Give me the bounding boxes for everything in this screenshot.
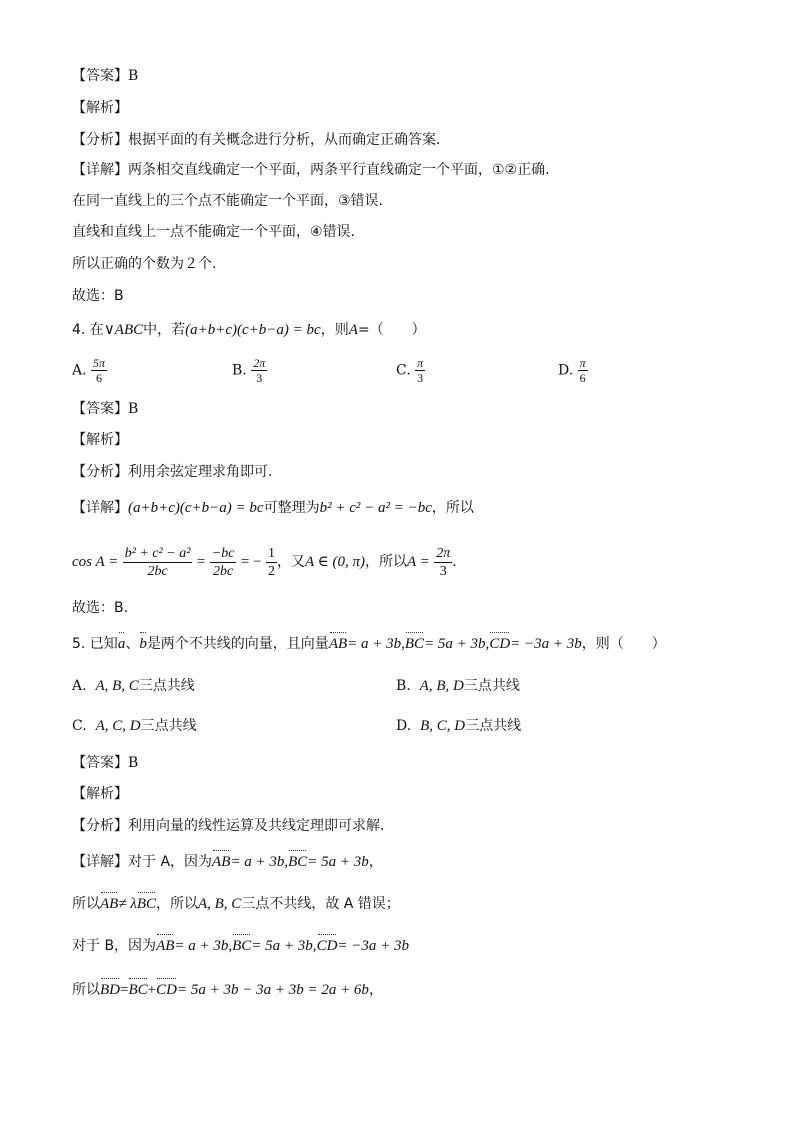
xiangjie-text: 两条相交直线确定一个平面，两条平行直线确定一个平面，①②正确.	[128, 162, 550, 178]
q5-mid: 是两个不共线的向量，且向量	[146, 636, 329, 652]
option-fraction	[578, 356, 588, 385]
vector-BD: BD	[100, 982, 120, 998]
q5-xj2	[72, 894, 400, 914]
xiangjie-tag: 【详解】	[72, 500, 128, 516]
xj-eq2: b² + c² − a² = −bc	[319, 500, 432, 516]
q5-xj4	[72, 980, 383, 1000]
xj-eq1: (a+b+c)(c+b−a) = bc	[128, 500, 264, 516]
frac-den: 3	[439, 563, 447, 579]
q4-xiangjie	[72, 498, 474, 518]
vector-CD: CD	[316, 938, 338, 954]
q4-equation: (a+b+c)(c+b−a) = bc	[185, 322, 321, 338]
vector-BC: BC	[288, 854, 308, 870]
cos-A: A =	[407, 554, 430, 570]
vector-AB: AB	[212, 854, 231, 870]
option-fraction	[251, 356, 267, 385]
cos-lhs: cos A =	[72, 554, 119, 570]
xiangjie-tag: 【详解】	[72, 162, 128, 178]
vector-BC: BC	[128, 982, 148, 998]
q5-fenxi	[72, 816, 384, 836]
cos-frac3	[266, 545, 277, 580]
frac-den: 2	[268, 563, 276, 579]
q4-mid: 中，若	[143, 322, 186, 338]
q4-A: A	[348, 322, 358, 338]
fenxi-tag: 【分析】	[72, 132, 128, 148]
q3-fenxi	[72, 130, 440, 150]
xj4-eq: =	[120, 982, 129, 998]
xj3-eq3: = −3a + 3b	[337, 938, 410, 954]
cos-frac4	[434, 545, 452, 580]
frac-num: 2π	[436, 545, 451, 561]
xj2-text: 所以	[72, 896, 100, 912]
xj1-eq1: = a + 3b,	[230, 854, 289, 870]
q4-option-c	[396, 356, 425, 385]
q3-jiexi: 【解析】	[72, 100, 128, 116]
xj4-plus: +	[147, 982, 157, 998]
q3-xiangjie	[72, 160, 550, 180]
frac-den: 6	[96, 371, 103, 385]
q5-xiangjie	[72, 852, 383, 872]
q3-line3: 直线和直线上一点不能确定一个平面，④错误.	[72, 224, 355, 240]
q5-option-b	[396, 676, 520, 696]
xj2-points: A, B, C	[197, 896, 242, 912]
cos-frac2	[210, 545, 237, 580]
option-label: C.	[396, 362, 411, 379]
frac-num: π	[417, 356, 424, 370]
option-text: 三点共线	[140, 718, 197, 734]
q4-option-a	[72, 356, 107, 385]
fenxi-text: 根据平面的有关概念进行分析，从而确定正确答案.	[128, 132, 441, 148]
option-label: A.	[72, 678, 87, 694]
xj1-text: 对于 A，因为	[128, 854, 213, 870]
q5-stem	[72, 634, 666, 654]
frac-num: 2π	[253, 356, 266, 370]
answer-value: B	[128, 68, 139, 84]
xj-text2: ，所以	[431, 500, 474, 516]
frac-num: −bc	[211, 545, 235, 561]
answer-tag: 【答案】	[72, 755, 128, 771]
q4-cos-line	[72, 540, 457, 584]
q5-option-c	[72, 716, 197, 736]
option-points: A, C, D	[95, 718, 141, 734]
option-text: 三点共线	[465, 718, 522, 734]
frac-num: b² + c² − a²	[124, 545, 191, 561]
q5-eq2: = 5a + 3b,	[424, 636, 490, 652]
q5-sep: 、	[125, 636, 140, 652]
fenxi-text: 利用余弦定理求角即可.	[128, 464, 273, 480]
vector-AB: AB	[328, 636, 348, 652]
answer-value: B	[128, 755, 139, 771]
vector-BC: BC	[232, 938, 252, 954]
frac-num: π	[579, 356, 586, 370]
vector-CD: CD	[156, 982, 177, 998]
q5-eq3: = −3a + 3b	[510, 636, 582, 652]
xiangjie-tag: 【详解】	[72, 854, 128, 870]
cos-text1: ，又	[277, 554, 306, 570]
q4-option-b	[232, 356, 267, 385]
xj2-neq: ≠ λ	[118, 896, 137, 912]
xj3-eq2: = 5a + 3b,	[251, 938, 317, 954]
vector-BC: BC	[404, 636, 425, 652]
option-fraction	[415, 356, 425, 385]
frac-num: 5π	[93, 356, 106, 370]
frac-den: 2bc	[213, 563, 234, 579]
xj4-end: ，	[368, 982, 383, 998]
option-points: A, B, C	[95, 678, 139, 694]
q3-line4: 所以正确的个数为２个.	[72, 256, 217, 272]
q4-fenxi	[72, 462, 272, 482]
frac-den: 3	[256, 371, 263, 385]
answer-tag: 【答案】	[72, 68, 128, 84]
equals-sign: =	[196, 554, 206, 570]
xj1-eq2: = 5a + 3b	[307, 854, 369, 870]
answer-value: B	[128, 401, 139, 417]
xj3-text: 对于 B，因为	[72, 938, 157, 954]
frac-num: 1	[268, 545, 276, 561]
frac-den: 2bc	[147, 563, 168, 579]
xj2-text3: 三点不共线，故 A 错误；	[241, 896, 400, 912]
cos-end: .	[452, 554, 457, 570]
q3-answer	[72, 66, 138, 86]
q5-eq1: = a + 3b,	[347, 636, 405, 652]
option-label: D.	[558, 362, 574, 379]
answer-tag: 【答案】	[72, 401, 128, 417]
fenxi-tag: 【分析】	[72, 818, 128, 834]
xj4-rest: = 5a + 3b − 3a + 3b = 2a + 6b	[176, 982, 369, 998]
option-points: A, B, D	[419, 678, 464, 694]
q3-guxuan: 故选：B	[72, 288, 124, 304]
frac-den: 6	[579, 371, 586, 385]
option-label: B.	[396, 678, 411, 694]
vector-CD: CD	[489, 636, 511, 652]
vector-AB: AB	[100, 896, 119, 912]
q4-stem	[72, 320, 426, 340]
option-text: 三点共线	[138, 678, 195, 694]
option-fraction	[91, 356, 107, 385]
q5-xj3	[72, 936, 409, 956]
vector-b: b	[139, 636, 147, 652]
q4-end: =（ ）	[357, 322, 426, 338]
vector-a: a	[117, 636, 126, 652]
xj3-eq1: = a + 3b,	[174, 938, 233, 954]
q4-answer	[72, 399, 138, 419]
q5-option-a	[72, 676, 195, 696]
vector-AB: AB	[156, 938, 175, 954]
cos-domain: A ∈ (0, π)	[305, 554, 366, 570]
vector-BC: BC	[136, 896, 156, 912]
q3-line2: 在同一直线上的三个点不能确定一个平面，③错误.	[72, 193, 383, 209]
cos-eq3: = −	[240, 554, 262, 570]
cos-frac1	[123, 545, 193, 580]
option-label: A.	[72, 362, 87, 379]
q4-triangle: ∨ABC	[103, 322, 144, 338]
xj2-text2: ，所以	[155, 896, 198, 912]
q5-answer	[72, 753, 138, 773]
option-label: D.	[396, 718, 412, 734]
cos-text2: ，所以	[365, 554, 408, 570]
option-points: B, C, D	[420, 718, 466, 734]
q4-prefix: 4. 在	[72, 322, 104, 338]
xj-text1: 可整理为	[263, 500, 320, 516]
xj4-text: 所以	[72, 982, 100, 998]
q4-guxuan: 故选：B.	[72, 600, 129, 616]
q5-prefix: 5. 已知	[72, 636, 118, 652]
option-text: 三点共线	[463, 678, 520, 694]
xj1-end: ，	[368, 854, 383, 870]
option-label: B.	[232, 362, 247, 379]
q4-option-d	[558, 356, 588, 385]
fenxi-tag: 【分析】	[72, 464, 128, 480]
q5-end: ，则（ ）	[581, 636, 666, 652]
fenxi-text: 利用向量的线性运算及共线定理即可求解.	[128, 818, 385, 834]
q5-jiexi: 【解析】	[72, 786, 128, 802]
q5-option-d	[396, 716, 521, 736]
option-label: C.	[72, 718, 87, 734]
frac-den: 3	[417, 371, 424, 385]
q4-jiexi: 【解析】	[72, 432, 128, 448]
q4-suffix: ，则	[320, 322, 349, 338]
